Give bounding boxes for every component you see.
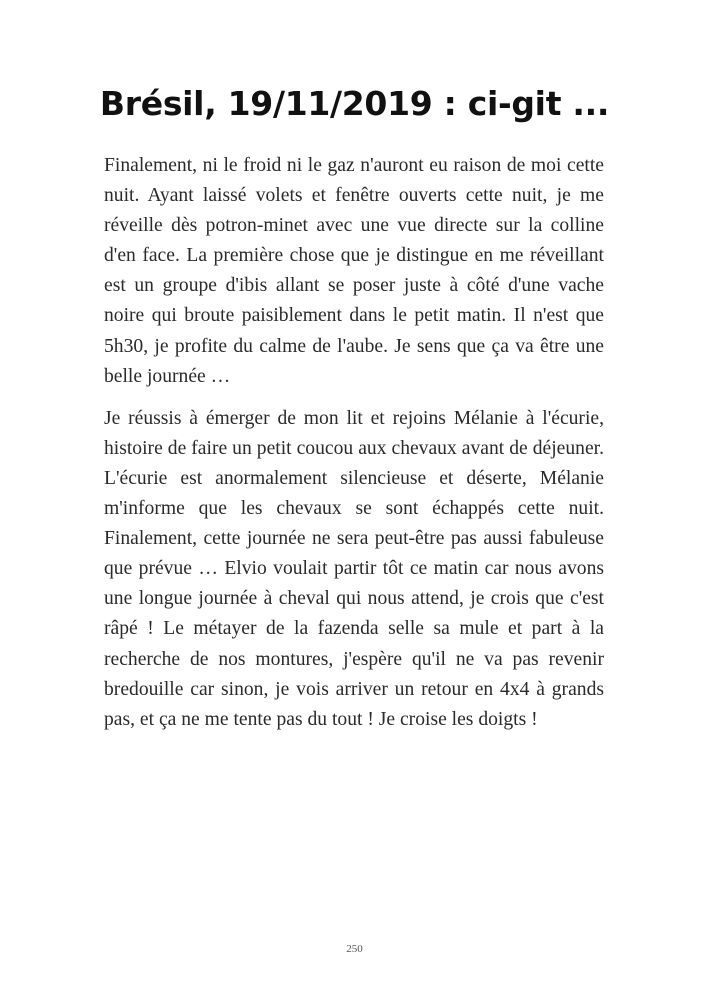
- paragraph-2: Je réussis à émerger de mon lit et rejoins Mélanie à l'écurie, histoire de faire un petit coucou aux chevaux avant de déjeuner. L'écurie est anormalement silencieuse et déserte, Mélanie m'informe que les chevaux se sont échappés cette nuit. Finalement, cette journée ne sera peut-être pas aussi fabuleuse que prévue … Elvio voulait partir tôt ce matin car nous avons une longue journée à cheval qui nous attend, je crois que c'est râpé ! Le métayer de la fazenda selle sa mule et part à la recherche de nos montures, j'espère qu'il ne va pas revenir bredouille car sinon, je vois arriver un retour en 4x4 à grands pas, et ça ne me tente pas du tout ! Je croise les doigts !: [104, 407, 604, 730]
- body-text: [104, 151, 604, 735]
- page-title: Brésil, 19/11/2019 : ci-git ...: [99, 84, 610, 123]
- page-number: 250: [346, 943, 363, 955]
- paragraph-1: Finalement, ni le froid ni le gaz n'auront eu raison de moi cette nuit. Ayant laissé volets et fenêtre ouverts cette nuit, je me réveille dès potron-minet avec une vue directe sur la colline d'en face. La première chose que je distingue en me réveillant est un groupe d'ibis allant se poser juste à côté d'une vache noire qui broute paisiblement dans le petit matin. Il n'est que 5h30, je profite du calme de l'aube. Je sens que ça va être une belle journée …: [104, 155, 604, 387]
